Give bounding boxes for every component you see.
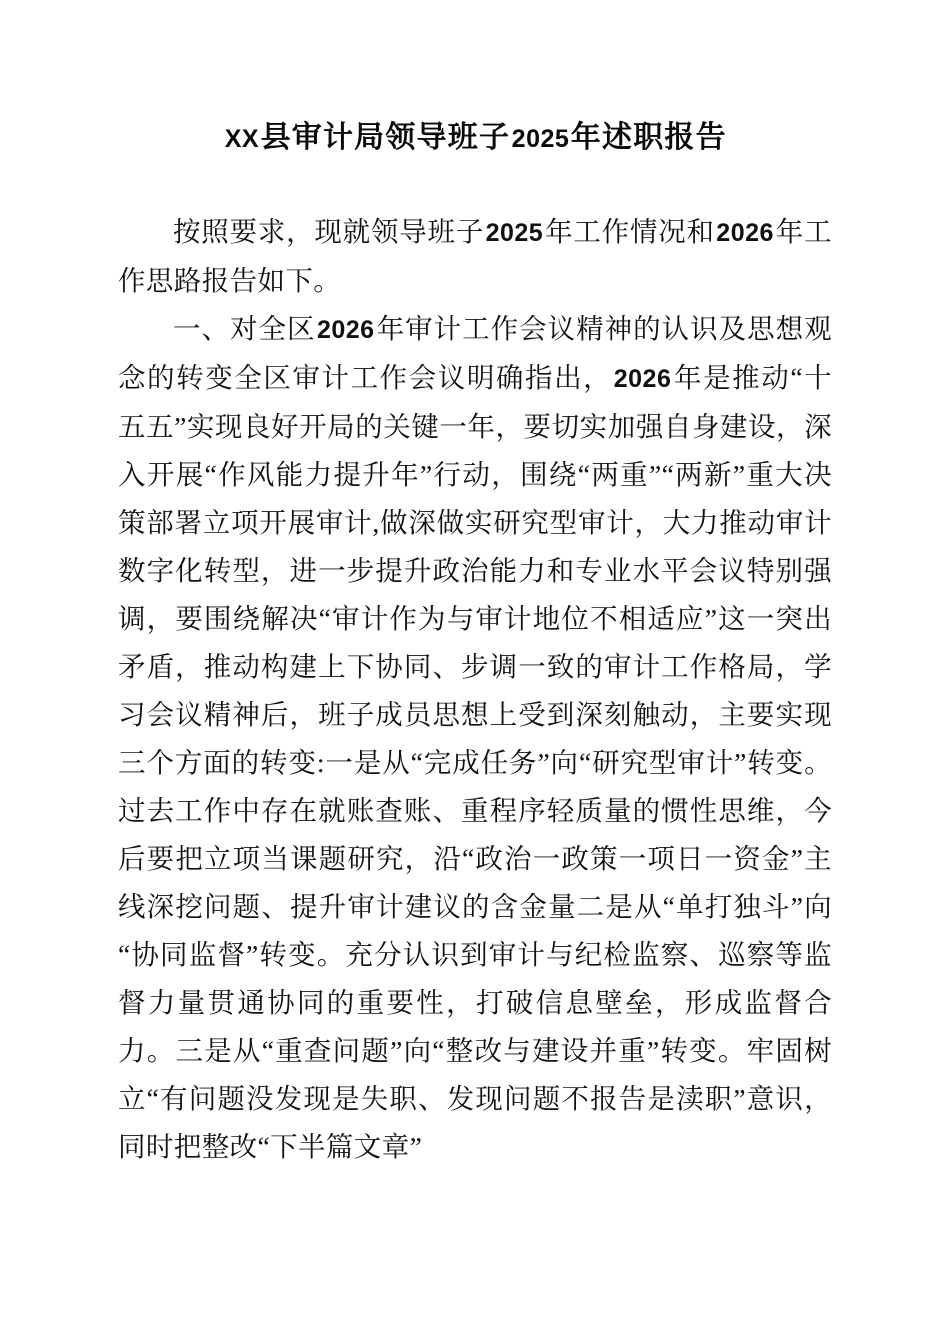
text-run: 一、对全区 <box>173 313 316 344</box>
document-body <box>118 208 832 1171</box>
text-run: 年是推动“十五五”实现良好开局的关键一年，要切实加强自身建设，深入开展“作风能力提升年”行动，围绕“两重”“两新”重大决策部署立项开展审计,做深做实研究型审计，大力推动审计数字化转型，进一步提升政治能力和专业水平会议特别强调，要围绕解决“审计作为与审计地位不相适应”这一突出矛盾，推动构建上下协同、步调一致的审计工作格局，学习会议精神后，班子成员思想上受到深刻触动，主要实现三个方面的转变:一是从“完成任务”向“研究型审计”转变。过去工作中存在就账查账、重程序轻质量的惯性思维，今后要把立项当课题研究，沿“政治一政策一项日一资金”主线深挖问题、提升审计建议的含金量二是从“单打独斗”向“协同监督”转变。充分认识到审计与纪检监察、巡察等监督力量贯通协同的重要性，打破信息壁垒，形成监督合力。三是从“重查问题”向“整改与建设并重”转变。牢固树立“有问题没发现是失职、发现问题不报告是渎职”意识，同时把整改“下半篇文章” <box>118 362 832 1162</box>
numeral-run: 2026 <box>716 219 774 247</box>
numeral-run: 2026 <box>613 365 672 393</box>
page-title <box>118 116 832 161</box>
page-bottom-whitespace <box>118 0 832 1</box>
text-run: 年工作思路报告如下。 <box>118 216 832 296</box>
text-run: 按照要求，现就领导班子 <box>173 216 485 247</box>
numeral-run: XX <box>224 125 260 153</box>
paragraph-section-one <box>118 305 832 1171</box>
numeral-run: 2025 <box>485 219 544 247</box>
text-run: 年审计工作会议精神的认识及思想观念的转变全区审计工作会议明确指出， <box>118 313 832 393</box>
numeral-run: 2025 <box>511 125 570 153</box>
text-run: 年述职报告 <box>570 121 727 154</box>
text-run: 县审计局领导班子 <box>260 121 511 154</box>
paragraph-intro <box>118 208 832 305</box>
text-run: 年工作情况和 <box>544 216 715 247</box>
numeral-run: 2026 <box>316 316 375 344</box>
page-content-area <box>118 0 832 1162</box>
